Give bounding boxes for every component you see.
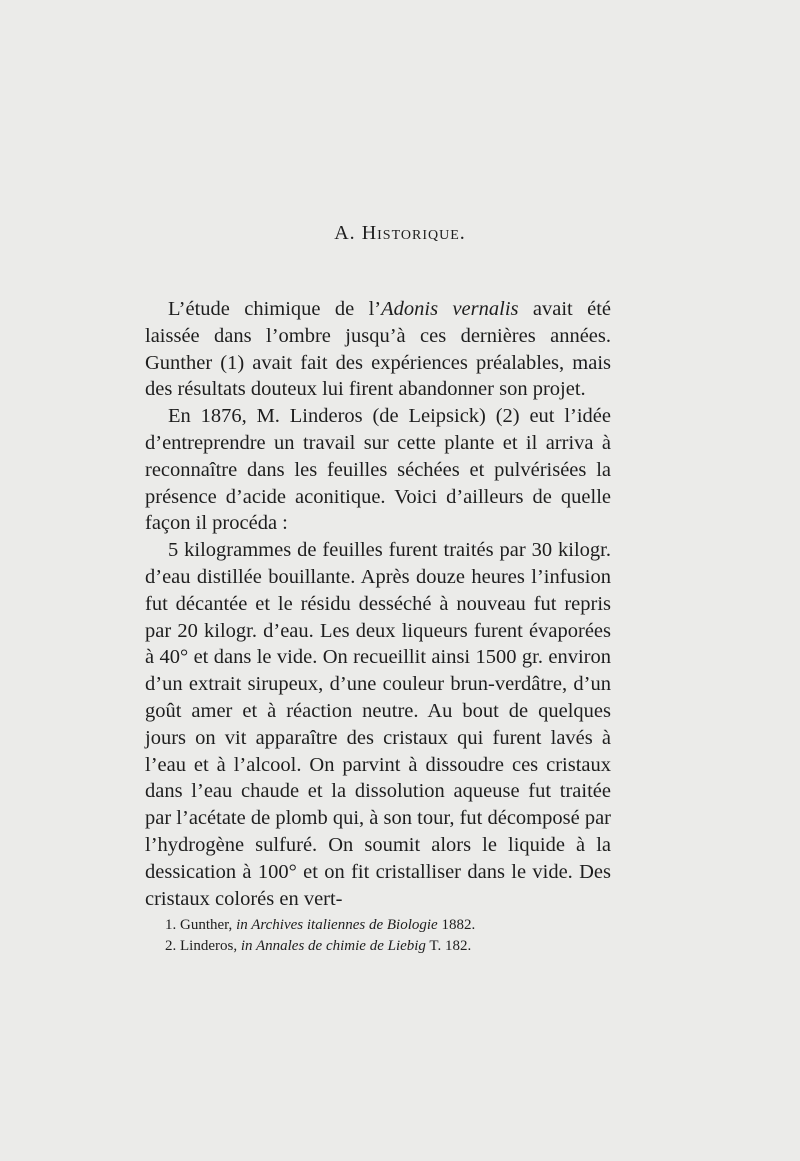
section-heading [0,222,800,245]
footnote-1 [165,915,605,936]
section-letter: A. [334,222,356,244]
footnote-2-author: 2. Linderos, [165,938,241,954]
paragraph-1-end: avait été laissée dans l’ombre jusqu’à ces dernières années. Gunther (1) avait fait des expériences préalables, mais des résultats douteux lui firent abandonner son projet. [145,298,611,401]
footnote-1-source: in Archives italiennes de Biologie [236,917,438,933]
footnote-1-year: 1882. [437,917,476,933]
section-title: Historique. [361,222,466,244]
paragraph-1 [145,296,611,403]
footnote-2-source: in Annales de chimie de Liebig [240,938,426,954]
footnote-2 [165,936,605,957]
footnote-2-volume: T. 182. [425,938,472,954]
species-name: Adonis vernalis [381,298,519,320]
paragraph-3: 5 kilogrammes de feuilles furent traités par 30 kilogr. d’eau distillée bouillante. Après douze heures l’infusion fut décantée et le résidu desséché à nouveau fut repris par 20 kilogr. d’eau. Les deux liqueurs furent évaporées à 40° et dans le vide. On recueillit ainsi 1500 gr. environ d’un extrait sirupeux, d’une couleur brun-verdâtre, d’un goût amer et à réaction neutre. Au bout de quelques jours on vit apparaître des cristaux qui furent lavés à l’eau et à l’alcool. On parvint à dissoudre ces cristaux dans l’eau chaude et la dissolution aqueuse fut traitée par l’acétate de plomb qui, à son tour, fut décomposé par l’hydrogène sulfuré. On soumit alors le liquide à la dessication à 100° et on fit cristalliser dans le vide. Des cristaux colorés en vert- [145,539,611,910]
footnotes [165,915,605,957]
paragraph-2: En 1876, M. Linderos (de Leipsick) (2) eut l’idée d’entreprendre un travail sur cette plante et il arriva à reconnaître dans les feuilles séchées et pulvérisées la présence d’acide aconitique. Voici d’ailleurs de quelle façon il procéda : [145,405,611,535]
body-text [145,296,611,912]
paragraph-1-start: L’étude chimique de l’ [168,298,382,320]
footnote-1-author: 1. Gunther, [165,917,237,933]
